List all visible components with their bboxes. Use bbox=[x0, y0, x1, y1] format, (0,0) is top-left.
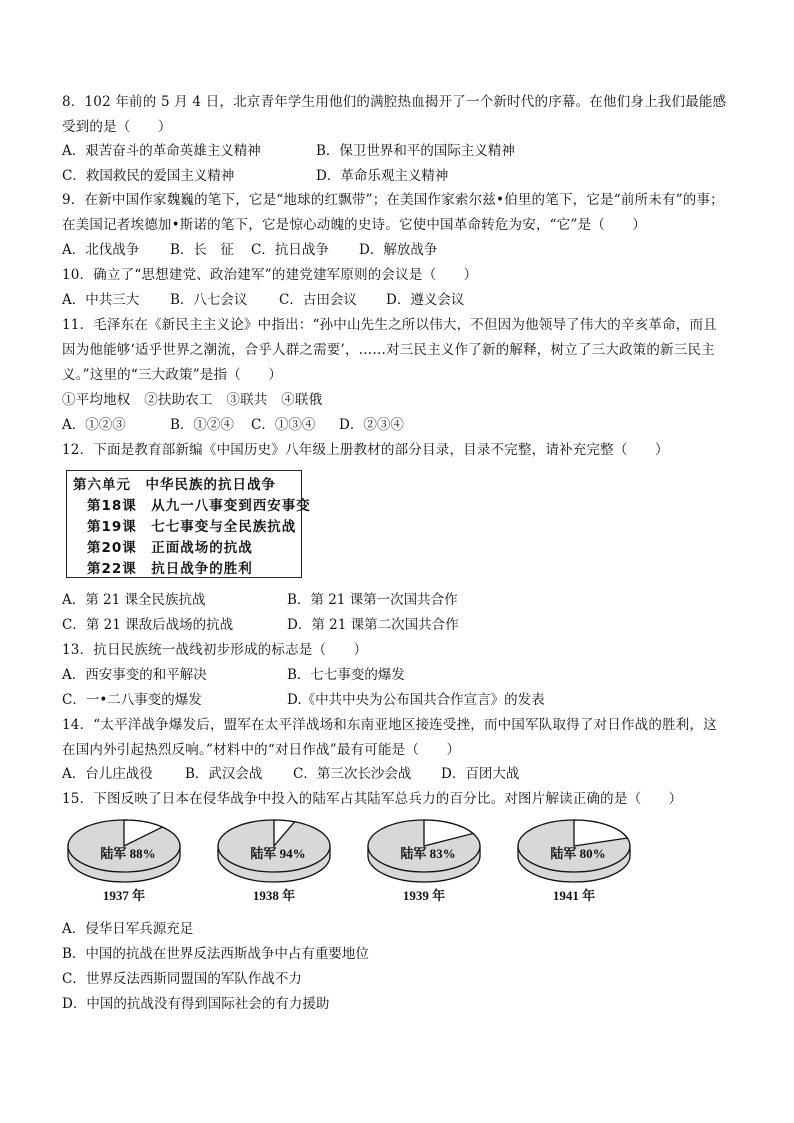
q15-option-b: B．中国的抗战在世界反法西斯战争中占有重要地位 bbox=[62, 946, 369, 962]
q13-option-b: B．七七事变的爆发 bbox=[287, 667, 405, 683]
q8-option-d: D．革命乐观主义精神 bbox=[316, 168, 449, 184]
pie-value-label: 陆军 88% bbox=[100, 846, 156, 861]
q14-stem-line1: 14．“太平洋战争爆发后，盟军在太平洋战场和东南亚地区接连受挫，而中国军队取得了对日作战的胜利，这 bbox=[62, 717, 717, 733]
toc-unit-title: 第六单元 中华民族的抗日战争 bbox=[73, 477, 276, 493]
q11-stem-line1: 11．毛泽东在《新民主主义论》中指出：“孙中山先生之所以伟大，不但因为他领导了伟大的辛亥革命，而且 bbox=[62, 317, 717, 333]
pie-chart-figure bbox=[64, 816, 640, 906]
pie-year-label: 1939 年 bbox=[402, 888, 446, 903]
q10-option-b: B．八七会议 bbox=[170, 292, 248, 308]
q13-stem: 13．抗日民族统一战线初步形成的标志是（ ） bbox=[62, 642, 368, 658]
q9-option-b: B．长 征 bbox=[170, 242, 234, 258]
pie-value-label: 陆军 94% bbox=[250, 846, 306, 861]
toc-lesson-18: 第18课 从九一八事变到西安事变 bbox=[87, 498, 311, 514]
q11-option-c: C．①③④ bbox=[251, 417, 316, 433]
toc-lesson-20: 第20课 正面战场的抗战 bbox=[87, 540, 253, 556]
q12-option-d: D．第 21 课第二次国共合作 bbox=[287, 617, 459, 633]
q10-option-a: A．中共三大 bbox=[62, 292, 140, 308]
q14-option-b: B．武汉会战 bbox=[185, 766, 263, 782]
pie-value-label: 陆军 80% bbox=[550, 846, 606, 861]
q8-stem-line1: 8．102 年前的 5 月 4 日，北京青年学生用他们的满腔热血揭开了一个新时代的序幕。在他们身上我们最能感 bbox=[62, 94, 727, 110]
pie-year-label: 1938 年 bbox=[252, 888, 296, 903]
q11-option-d: D．②③④ bbox=[339, 417, 404, 433]
q12-option-a: A．第 21 课全民族抗战 bbox=[62, 592, 206, 608]
pie-value-label: 陆军 83% bbox=[400, 846, 456, 861]
q14-option-c: C．第三次长沙会战 bbox=[293, 766, 412, 782]
q15-option-c: C．世界反法西斯同盟国的军队作战不力 bbox=[62, 971, 302, 987]
q13-option-a: A．西安事变的和平解决 bbox=[62, 667, 207, 683]
q13-option-c: C．一•二八事变的爆发 bbox=[62, 692, 202, 708]
q10-option-d: D．遵义会议 bbox=[386, 292, 465, 308]
q15-option-d: D．中国的抗战没有得到国际社会的有力援助 bbox=[62, 996, 330, 1012]
q13-option-d: D.《中共中央为公布国共合作宣言》的发表 bbox=[287, 692, 545, 708]
q12-option-c: C．第 21 课敌后战场的抗战 bbox=[62, 617, 234, 633]
toc-lesson-19: 第19课 七七事变与全民族抗战 bbox=[87, 519, 297, 535]
q9-option-d: D．解放战争 bbox=[359, 242, 438, 258]
q9-option-a: A．北伐战争 bbox=[62, 242, 140, 258]
q14-option-d: D．百团大战 bbox=[441, 766, 520, 782]
q8-option-a: A．艰苦奋斗的革命英雄主义精神 bbox=[62, 143, 261, 159]
q9-option-c: C．抗日战争 bbox=[251, 242, 329, 258]
q8-option-b: B．保卫世界和平的国际主义精神 bbox=[316, 143, 515, 159]
q11-option-a: A．①②③ bbox=[62, 417, 126, 433]
q9-stem-line1: 9．在新中国作家魏巍的笔下，它是“地球的红飘带”；在美国作家索尔兹•伯里的笔下，它是“前所未有”的事； bbox=[62, 192, 724, 208]
q14-stem-line2: 在国内外引起热烈反响。”材料中的“对日作战”最有可能是（ ） bbox=[62, 742, 461, 758]
q9-stem-line2: 在美国记者埃德加•斯诺的笔下，它是惊心动魄的史诗。它使中国革命转危为安，“它”是（ ） bbox=[62, 217, 647, 233]
q11-stem-line2: 因为他能够‘适乎世界之潮流，合乎人群之需要’，……对三民主义作了新的解释，树立了三大政策的新三民主 bbox=[62, 342, 715, 358]
pie-2 bbox=[218, 820, 330, 903]
q11-option-b: B．①②④ bbox=[170, 417, 234, 433]
q12-option-b: B．第 21 课第一次国共合作 bbox=[287, 592, 458, 608]
pie-year-label: 1937 年 bbox=[102, 888, 146, 903]
textbook-toc-box bbox=[66, 470, 311, 578]
q11-items: ①平均地权 ②扶助农工 ③联共 ④联俄 bbox=[62, 392, 323, 408]
pie-year-label: 1941 年 bbox=[552, 888, 596, 903]
pie-1 bbox=[68, 820, 180, 903]
pie-3 bbox=[368, 820, 480, 903]
q14-option-a: A．台儿庄战役 bbox=[62, 766, 153, 782]
q15-option-a: A．侵华日军兵源充足 bbox=[62, 921, 194, 937]
q8-option-c: C．救国救民的爱国主义精神 bbox=[62, 168, 235, 184]
toc-lesson-22: 第22课 抗日战争的胜利 bbox=[87, 561, 253, 577]
q15-stem: 15．下图反映了日本在侵华战争中投入的陆军占其陆军总兵力的百分比。对图片解读正确的是（ ） bbox=[62, 791, 683, 807]
q10-stem: 10．确立了“思想建党、政治建军”的建党建军原则的会议是（ ） bbox=[62, 267, 478, 283]
pie-chart-svg bbox=[64, 816, 640, 906]
q10-option-c: C．古田会议 bbox=[279, 292, 357, 308]
q12-stem: 12．下面是教育部新编《中国历史》八年级上册教材的部分目录，目录不完整，请补充完整（ ） bbox=[62, 442, 669, 458]
q11-stem-line3: 义。”这里的“三大政策”是指（ ） bbox=[62, 367, 283, 383]
q8-stem-line2: 受到的是（ ） bbox=[62, 119, 172, 135]
pie-4 bbox=[518, 820, 630, 903]
